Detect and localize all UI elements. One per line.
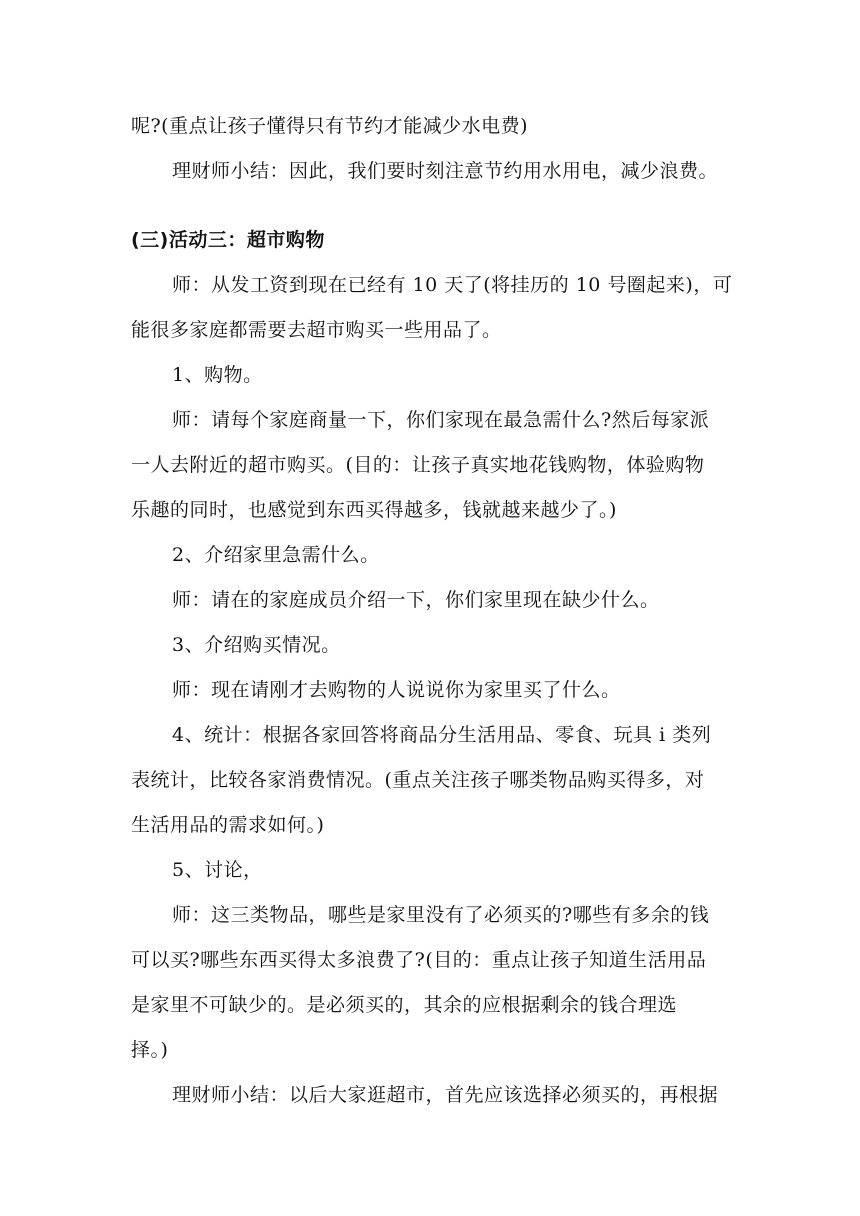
list-item: 3、介绍购买情况。 (172, 634, 341, 656)
paragraph-line: 可以买?哪些东西买得太多浪费了?(目的：重点让孩子知道生活用品 (131, 949, 707, 971)
paragraph-line: 呢?(重点让孩子懂得只有节约才能减少水电费) (131, 115, 529, 137)
paragraph-line: 师：请在的家庭成员介绍一下，你们家里现在缺少什么。 (172, 589, 660, 611)
paragraph-line: 师：从发工资到现在已经有 10 天了(将挂历的 10 号圈起来)，可 (172, 274, 733, 296)
summary-line: 理财师小结：以后大家逛超市，首先应该选择必须买的，再根据 (172, 1084, 719, 1106)
paragraph-line: 一人去附近的超市购买。(目的：让孩子真实地花钱购物，体验购物 (131, 454, 705, 476)
paragraph-line: 乐趣的同时，也感觉到东西买得越多，钱就越来越少了。) (131, 499, 617, 521)
paragraph-line: 师：请每个家庭商量一下，你们家现在最急需什么?然后每家派 (172, 409, 710, 431)
paragraph-line: 生活用品的需求如何。) (131, 814, 325, 836)
paragraph-line: 择。) (131, 1039, 169, 1061)
list-item: 4、统计：根据各家回答将商品分生活用品、零食、玩具 i 类列 (172, 724, 712, 746)
list-item: 2、介绍家里急需什么。 (172, 544, 380, 566)
list-item: 5、讨论， (172, 859, 263, 881)
list-item: 1、购物。 (172, 364, 263, 386)
summary-line: 理财师小结：因此，我们要时刻注意节约用水用电，减少浪费。 (172, 160, 719, 182)
paragraph-line: 师：现在请刚才去购物的人说说你为家里买了什么。 (172, 679, 621, 701)
section-heading: (三)活动三：超市购物 (131, 229, 325, 251)
paragraph-line: 能很多家庭都需要去超市购买一些用品了。 (131, 319, 502, 341)
paragraph-line: 表统计，比较各家消费情况。(重点关注孩子哪类物品购买得多，对 (131, 769, 705, 791)
paragraph-line: 是家里不可缺少的。是必须买的，其余的应根据剩余的钱合理选 (131, 994, 678, 1016)
paragraph-line: 师：这三类物品，哪些是家里没有了必须买的?哪些有多余的钱 (172, 904, 710, 926)
